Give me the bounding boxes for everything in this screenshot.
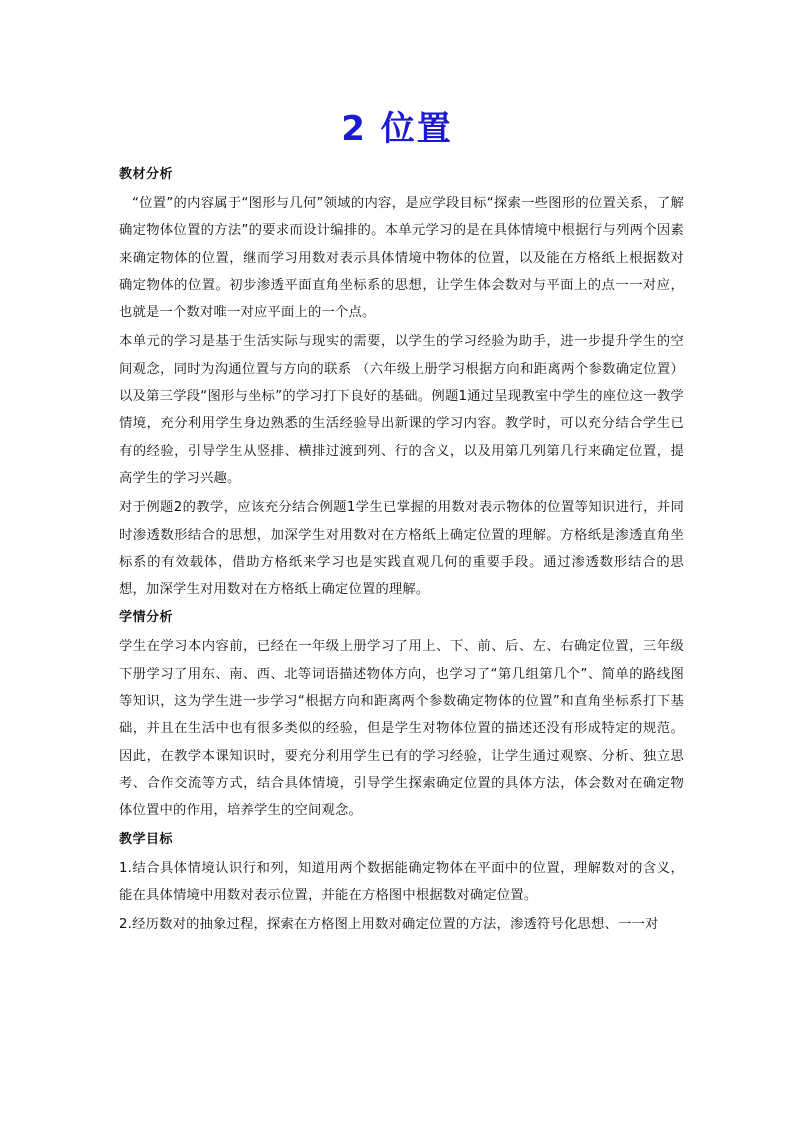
paragraph: “位置”的内容属于“图形与几何”领域的内容，是应学段目标“探索一些图形的位置关系，了解确定物体位置的方法”的要求而设计编排的。本单元学习的是在具体情境中根据行与列两个因素来确定物体的位置，继而学习用数对表示具体情境中物体的位置，以及能在方格纸上根据数对确定物体的位置。初步渗透平面直角坐标系的思想，让学生体会数对与平面上的点一一对应，也就是一个数对唯一对应平面上的一个点。	[119, 196, 684, 321]
document-title: 2 位置	[341, 109, 453, 149]
section-heading-learner-analysis: 学情分析	[119, 610, 174, 626]
section-heading-teaching-goals: 教学目标	[119, 831, 174, 847]
paragraph: 本单元的学习是基于生活实际与现实的需要，以学生的学习经验为助手，进一步提升学生的空间观念，同时为沟通位置与方向的联系 （六年级上册学习根据方向和距离两个参数确定位置）以及第三学段“图形与坐标”的学习打下良好的基础。例题1通过呈现教室中学生的座位这一教学情境，充分利用学生身边熟悉的生活经验导出新课的学习内容。教学时，可以充分结合学生已有的经验，引导学生从竖排、横排过渡到列、行的含义，以及用第几列第几行来确定位置，提高学生的学习兴趣。	[119, 334, 684, 486]
document-body	[119, 162, 684, 938]
paragraph: 学生在学习本内容前，已经在一年级上册学习了用上、下、前、后、左、右确定位置，三年级下册学习了用东、南、西、北等词语描述物体方向，也学习了“第几组第几个”、简单的路线图等知识，这为学生进一步学习“根据方向和距离两个参数确定物体的位置”和直角坐标系打下基础，并且在生活中也有很多类似的经验，但是学生对物体位置的描述还没有形成特定的规范。因此，在教学本课知识时，要充分利用学生已有的学习经验，让学生通过观察、分析、独立思考、合作交流等方式，结合具体情境，引导学生探索确定位置的具体方法，体会数对在确定物体位置中的作用，培养学生的空间观念。	[119, 639, 684, 819]
paragraph: 对于例题2的教学，应该充分结合例题1学生已掌握的用数对表示物体的位置等知识进行，并同时渗透数形结合的思想，加深学生对用数对在方格纸上确定位置的理解。方格纸是渗透直角坐标系的有效载体，借助方格纸来学习也是实践直观几何的重要手段。通过渗透数形结合的思想，加深学生对用数对在方格纸上确定位置的理解。	[119, 500, 684, 598]
section-heading-textbook-analysis: 教材分析	[119, 167, 174, 182]
paragraph: 2.经历数对的抽象过程，探索在方格图上用数对确定位置的方法，渗透符号化思想、一一对	[119, 917, 659, 933]
paragraph: 1.结合具体情境认识行和列，知道用两个数据能确定物体在平面中的位置，理解数对的含义，能在具体情境中用数对表示位置，并能在方格图中根据数对确定位置。	[119, 860, 684, 903]
